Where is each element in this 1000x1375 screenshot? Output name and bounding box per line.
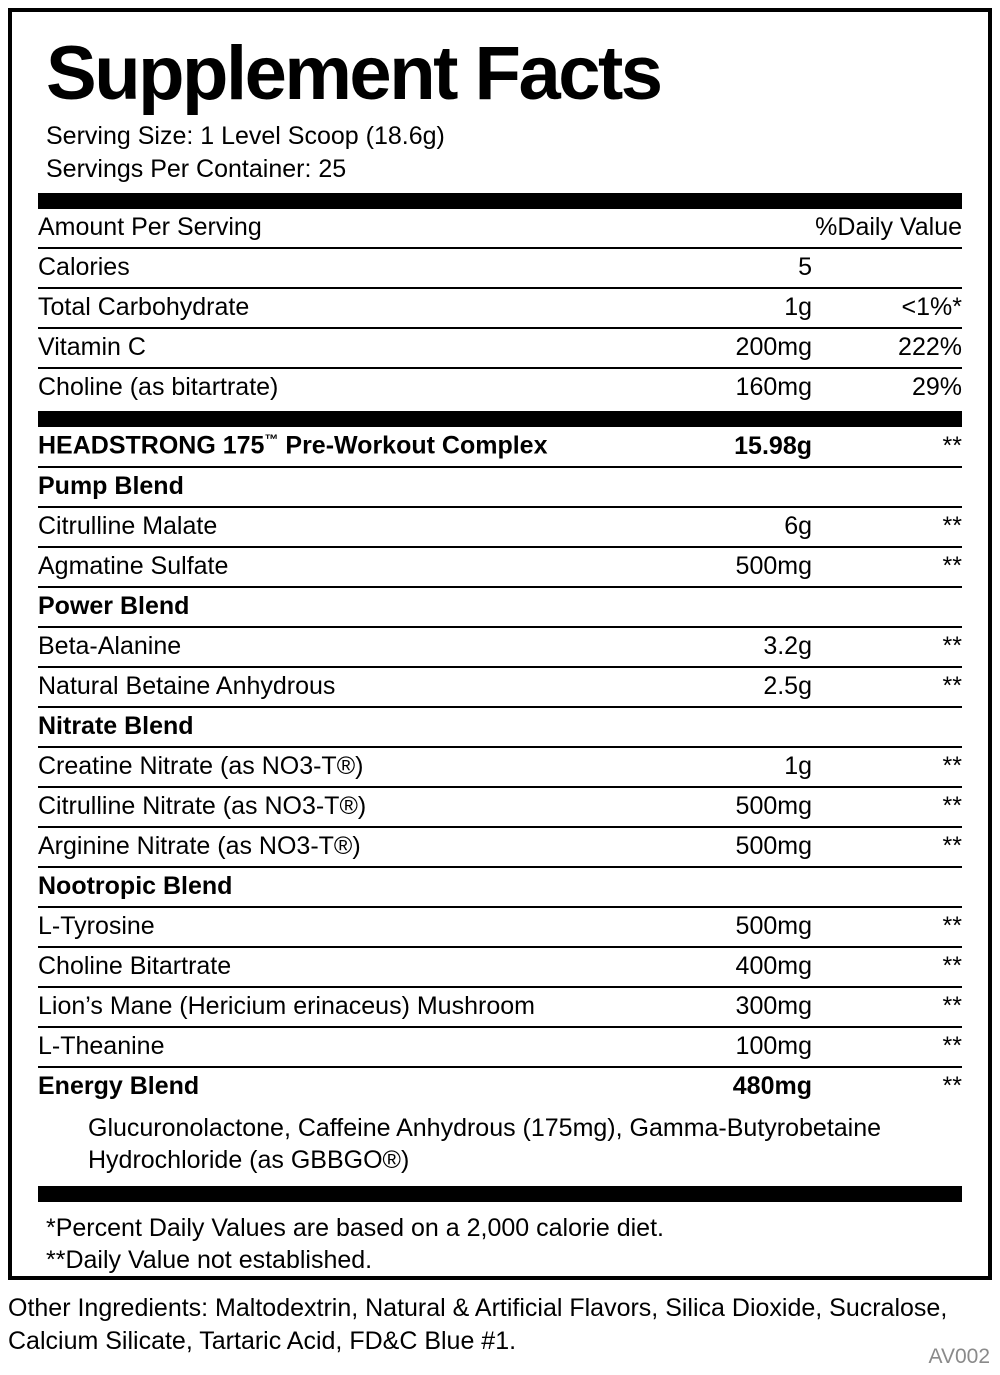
blend-name: Power Blend	[38, 587, 632, 627]
blend-header-row	[38, 467, 962, 507]
servings-per-container: Servings Per Container: 25	[46, 154, 347, 183]
row-amount: 160mg	[735, 373, 812, 402]
blend-name: Nitrate Blend	[38, 707, 632, 747]
footnotes	[46, 1212, 962, 1277]
row-name: Choline (as bitartrate)	[38, 373, 279, 402]
divider-thick-bottom	[38, 1186, 962, 1202]
ingredient-row	[38, 667, 962, 707]
ingredient-name: L-Theanine	[38, 1027, 632, 1067]
header-daily-value: %Daily Value	[812, 209, 962, 248]
ingredient-daily-value: **	[812, 987, 962, 1027]
ingredient-daily-value: **	[812, 787, 962, 827]
ingredient-amount: 500mg	[632, 907, 812, 947]
ingredient-name: Choline Bitartrate	[38, 947, 632, 987]
blend-header-row	[38, 1067, 962, 1106]
blend-name: Nootropic Blend	[38, 867, 632, 907]
ingredient-name: Lion’s Mane (Hericium erinaceus) Mushroom	[38, 987, 632, 1027]
ingredient-amount: 100mg	[632, 1027, 812, 1067]
serving-size: Serving Size: 1 Level Scoop (18.6g)	[46, 122, 445, 151]
divider-thick-mid	[38, 411, 962, 427]
blend-daily-value	[812, 467, 962, 507]
row-name: Calories	[38, 248, 632, 288]
ingredient-name: Creatine Nitrate (as NO3-T®)	[38, 747, 632, 787]
ingredient-row	[38, 547, 962, 587]
ingredient-amount: 500mg	[632, 547, 812, 587]
row-amount: 5	[632, 248, 812, 288]
ingredient-row	[38, 627, 962, 667]
header-spacer	[632, 209, 812, 248]
blend-name: Energy Blend	[38, 1071, 200, 1100]
table-row	[38, 248, 962, 288]
ingredient-amount: 300mg	[632, 987, 812, 1027]
energy-blend-description: Glucuronolactone, Caffeine Anhydrous (175mg), Gamma-Butyrobetaine Hydrochloride (as GBBGO®)	[88, 1113, 882, 1174]
complex-name-tail: Pre-Workout Complex	[278, 431, 548, 460]
blend-header-row	[38, 867, 962, 907]
ingredient-row	[38, 947, 962, 987]
row-daily-value: 222%	[812, 328, 962, 368]
blend-amount	[632, 587, 812, 627]
ingredient-daily-value: **	[812, 1027, 962, 1067]
blend-daily-value	[812, 707, 962, 747]
complex-amount: 15.98g	[632, 427, 812, 466]
ingredient-amount: 500mg	[632, 787, 812, 827]
row-name: Vitamin C	[38, 328, 632, 368]
ingredient-row	[38, 987, 962, 1027]
blend-daily-value	[812, 867, 962, 907]
footnote-not-established: **Daily Value not established.	[46, 1246, 373, 1275]
other-ingredients: Other Ingredients: Maltodextrin, Natural & Artificial Flavors, Silica Dioxide, Sucralose, Calcium Silicate, Tartaric Acid, FD&C Blue #1.	[8, 1294, 948, 1355]
serving-info	[46, 120, 962, 185]
row-daily-value	[812, 248, 962, 288]
ingredient-name: Agmatine Sulfate	[38, 547, 632, 587]
ingredient-daily-value: **	[812, 747, 962, 787]
ingredient-amount: 2.5g	[632, 667, 812, 707]
complex-name	[38, 427, 632, 466]
complex-daily-value: **	[812, 427, 962, 466]
row-amount: 200mg	[632, 328, 812, 368]
row-daily-value: 29%	[911, 373, 962, 402]
row-daily-value: <1%*	[812, 288, 962, 328]
footnote-daily-values: *Percent Daily Values are based on a 2,000 calorie diet.	[46, 1213, 664, 1242]
ingredient-row	[38, 787, 962, 827]
ingredient-daily-value: **	[812, 507, 962, 547]
table-row	[38, 328, 962, 368]
ingredient-daily-value: **	[812, 907, 962, 947]
ingredient-amount: 6g	[632, 507, 812, 547]
table-header-row	[38, 209, 962, 248]
ingredient-daily-value: **	[812, 547, 962, 587]
blend-name: Pump Blend	[38, 467, 632, 507]
complex-row	[38, 427, 962, 466]
facts-table	[38, 209, 962, 407]
ingredient-name: Arginine Nitrate (as NO3-T®)	[38, 827, 632, 867]
blend-daily-value: **	[942, 1071, 962, 1100]
table-row	[38, 288, 962, 328]
ingredient-name: Beta-Alanine	[38, 627, 632, 667]
blend-table	[38, 427, 962, 1105]
trademark-icon: ™	[264, 431, 279, 448]
blend-daily-value	[812, 587, 962, 627]
complex-name-text: HEADSTRONG 175	[38, 431, 265, 460]
blend-header-row	[38, 707, 962, 747]
ingredient-row	[38, 907, 962, 947]
ingredient-daily-value: **	[812, 667, 962, 707]
ingredient-daily-value: **	[812, 827, 962, 867]
ingredient-row	[38, 827, 962, 867]
page-title: Supplement Facts	[46, 31, 661, 116]
blend-amount	[632, 467, 812, 507]
row-name: Total Carbohydrate	[38, 288, 632, 328]
facts-panel	[8, 8, 992, 1280]
ingredient-row	[38, 1027, 962, 1067]
ingredient-name: Natural Betaine Anhydrous	[38, 667, 632, 707]
ingredient-daily-value: **	[812, 947, 962, 987]
blend-amount	[632, 867, 812, 907]
label-code: AV002	[928, 1345, 990, 1368]
ingredient-name: L-Tyrosine	[38, 907, 632, 947]
ingredient-amount: 1g	[632, 747, 812, 787]
blend-amount: 480mg	[732, 1071, 812, 1100]
row-amount: 1g	[632, 288, 812, 328]
ingredient-name: Citrulline Malate	[38, 507, 632, 547]
ingredient-amount: 400mg	[632, 947, 812, 987]
divider-thick-top	[38, 193, 962, 209]
ingredient-amount: 3.2g	[632, 627, 812, 667]
ingredient-row	[38, 507, 962, 547]
header-amount-per-serving: Amount Per Serving	[38, 209, 632, 248]
ingredient-row	[38, 747, 962, 787]
ingredient-daily-value: **	[812, 627, 962, 667]
ingredient-amount: 500mg	[632, 827, 812, 867]
blend-header-row	[38, 587, 962, 627]
table-row	[38, 368, 962, 407]
blend-amount	[632, 707, 812, 747]
ingredient-name: Citrulline Nitrate (as NO3-T®)	[38, 787, 632, 827]
